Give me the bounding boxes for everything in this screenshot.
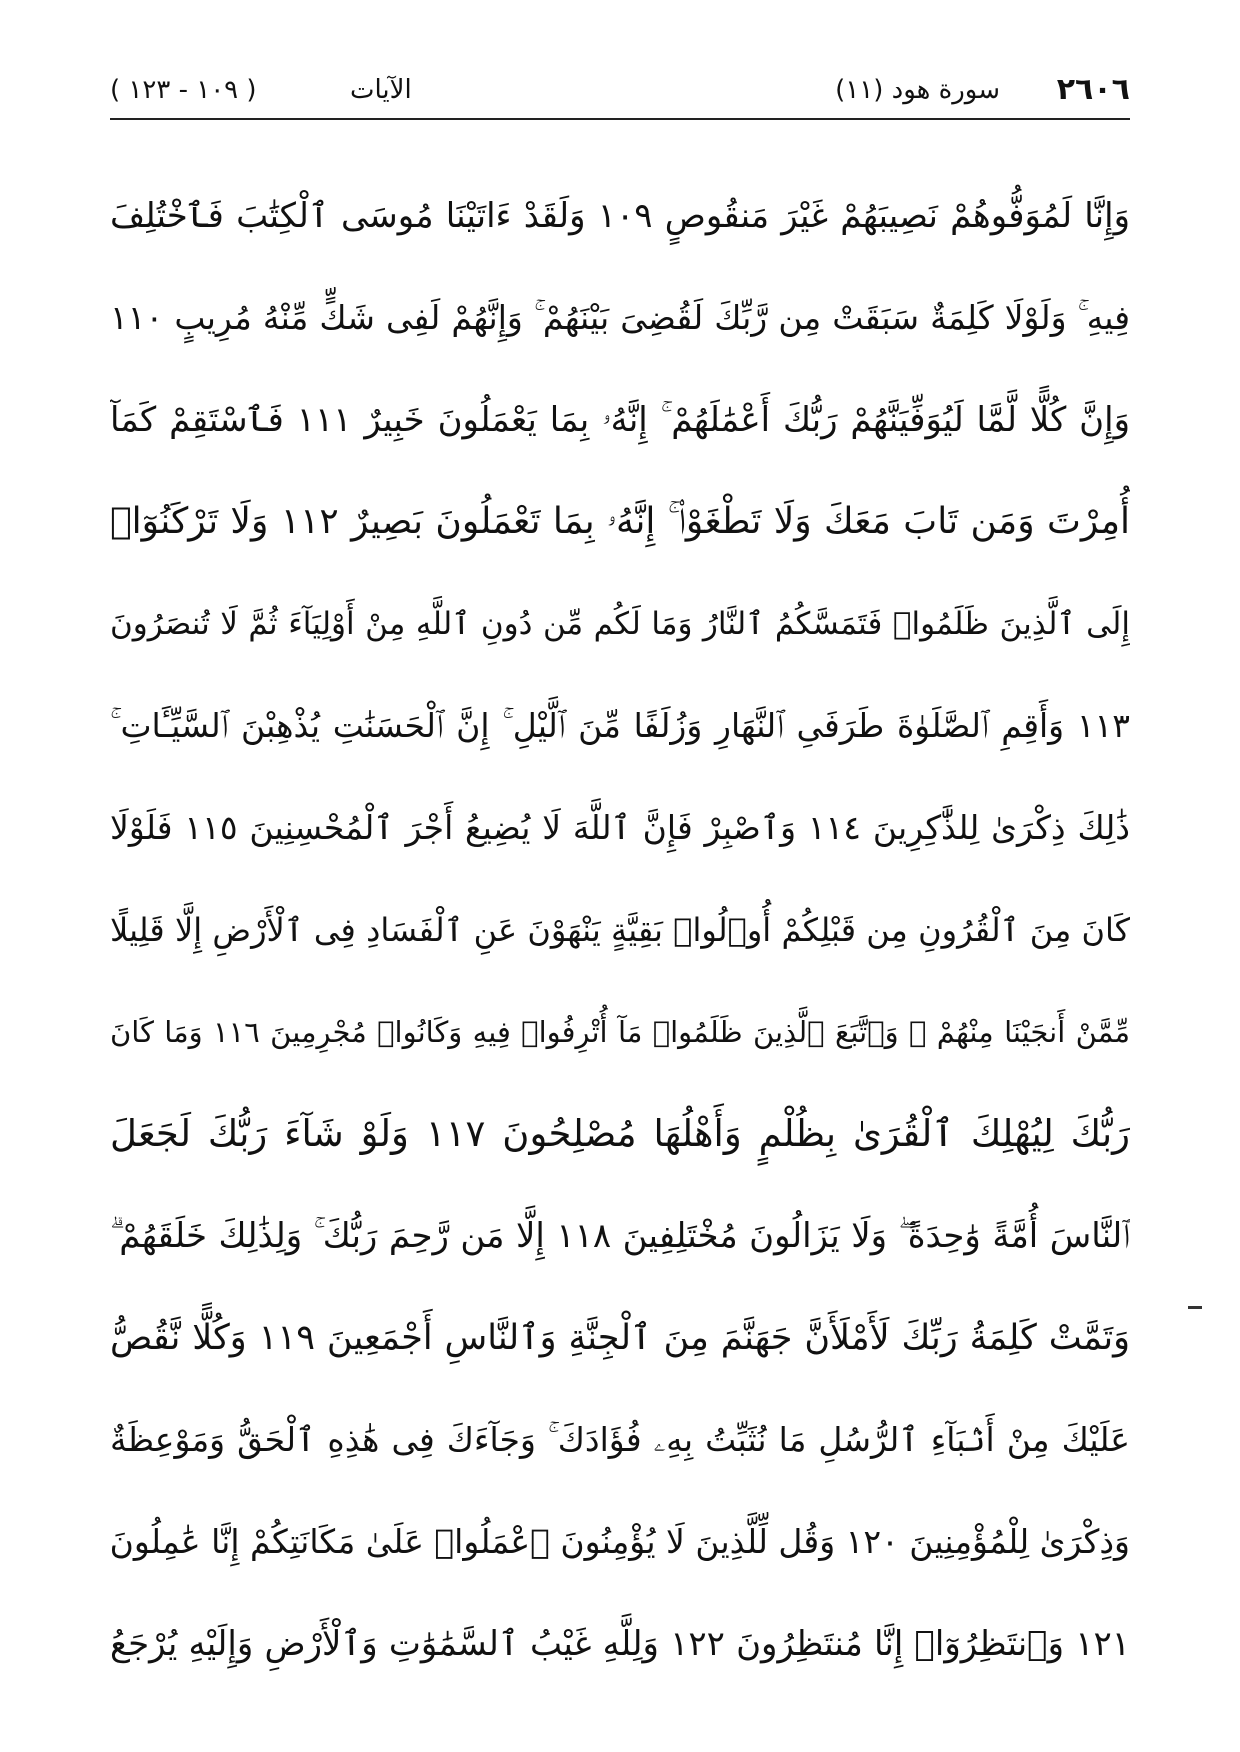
- margin-mark: [1188, 1306, 1202, 1309]
- quran-text-body: [110, 165, 1130, 1695]
- surah-title: (١١) سورة هود: [835, 75, 1000, 105]
- page-number: ٢٦٠٦: [1056, 72, 1130, 107]
- text-line-1: وَإِنَّا لَمُوَفُّوهُمْ نَصِيبَهُمْ غَيْرَ مَنقُوصٍ ١٠٩ وَلَقَدْ ءَاتَيْنَا مُوسَى ٱلْكِتَٰبَ فَٱخْتُلِفَ: [110, 196, 1130, 236]
- text-line-10: رَبُّكَ لِيُهْلِكَ ٱلْقُرَىٰ بِظُلْمٍ وَأَهْلُهَا مُصْلِحُونَ ١١٧ وَلَوْ شَآءَ رَبُّكَ لَجَعَلَ: [110, 1112, 1130, 1155]
- ayat-label: الآيات: [350, 75, 412, 105]
- text-line-14: وَذِكْرَىٰ لِلْمُؤْمِنِينَ ١٢٠ وَقُل لِّلَّذِينَ لَا يُؤْمِنُونَ ٱعْمَلُوا۟ عَلَىٰ مَكَانَتِكُمْ إِنَّا عَٰمِلُونَ: [110, 1522, 1130, 1561]
- text-line-4: أُمِرْتَ وَمَن تَابَ مَعَكَ وَلَا تَطْغَوْا۟ ۚ إِنَّهُۥ بِمَا تَعْمَلُونَ بَصِيرٌ ١١٢ وَلَا تَرْكَنُوٓا۟: [110, 501, 1130, 542]
- text-line-12: وَتَمَّتْ كَلِمَةُ رَبِّكَ لَأَمْلَأَنَّ جَهَنَّمَ مِنَ ٱلْجِنَّةِ وَٱلنَّاسِ أَجْمَعِينَ ١١٩ وَكُلًّا نَّقُصُّ: [110, 1318, 1130, 1358]
- text-line-8: كَانَ مِنَ ٱلْقُرُونِ مِن قَبْلِكُمْ أُو۟لُوا۟ بَقِيَّةٍ يَنْهَوْنَ عَنِ ٱلْفَسَادِ فِى ٱلْأَرْضِ إِلَّا قَلِيلًا: [110, 911, 1130, 949]
- text-line-6: ١١٣ وَأَقِمِ ٱلصَّلَوٰةَ طَرَفَىِ ٱلنَّهَارِ وَزُلَفًا مِّنَ ٱلَّيْلِ ۚ إِنَّ ٱلْحَسَنَٰتِ يُذْهِبْنَ ٱلسَّيِّـَٔاتِ ۚ: [110, 706, 1130, 745]
- text-line-2: فِيهِ ۚ وَلَوْلَا كَلِمَةٌ سَبَقَتْ مِن رَّبِّكَ لَقُضِىَ بَيْنَهُمْ ۚ وَإِنَّهُمْ لَفِى شَكٍّ مِّنْهُ مُرِيبٍ ١١٠: [110, 298, 1130, 337]
- text-line-13: عَلَيْكَ مِنْ أَنۢبَآءِ ٱلرُّسُلِ مَا نُثَبِّتُ بِهِۦ فُؤَادَكَ ۚ وَجَآءَكَ فِى هَٰذِهِ ٱلْحَقُّ وَمَوْعِظَةٌ: [110, 1420, 1130, 1459]
- text-line-11: ٱلنَّاسَ أُمَّةً وَٰحِدَةً ۖ وَلَا يَزَالُونَ مُخْتَلِفِينَ ١١٨ إِلَّا مَن رَّحِمَ رَبُّكَ ۚ وَلِذَٰلِكَ خَلَقَهُمْ ۗ: [110, 1216, 1130, 1256]
- text-line-9: مِّمَّنْ أَنجَيْنَا مِنْهُمْ ۗ وَٱتَّبَعَ ٱلَّذِينَ ظَلَمُوا۟ مَآ أُتْرِفُوا۟ فِيهِ وَكَانُوا۟ مُجْرِمِينَ ١١٦ وَمَا كَانَ: [110, 1015, 1130, 1049]
- header-divider: [110, 118, 1130, 120]
- text-line-15: ١٢١ وَٱنتَظِرُوٓا۟ إِنَّا مُنتَظِرُونَ ١٢٢ وَلِلَّهِ غَيْبُ ٱلسَّمَٰوَٰتِ وَٱلْأَرْضِ وَإِلَيْهِ يُرْجَعُ: [110, 1624, 1130, 1664]
- text-line-3: وَإِنَّ كُلًّا لَّمَّا لَيُوَفِّيَنَّهُمْ رَبُّكَ أَعْمَٰلَهُمْ ۚ إِنَّهُۥ بِمَا يَعْمَلُونَ خَبِيرٌ ١١١ فَٱسْتَقِمْ كَمَآ: [110, 400, 1130, 440]
- ayat-range: ( ١٠٩ - ١٢٣ ): [110, 75, 257, 105]
- text-line-5: إِلَى ٱلَّذِينَ ظَلَمُوا۟ فَتَمَسَّكُمُ ٱلنَّارُ وَمَا لَكُم مِّن دُونِ ٱللَّهِ مِنْ أَوْلِيَآءَ ثُمَّ لَا تُنصَرُونَ: [110, 606, 1130, 642]
- page-header: [110, 70, 1130, 110]
- text-line-7: ذَٰلِكَ ذِكْرَىٰ لِلذَّٰكِرِينَ ١١٤ وَٱصْبِرْ فَإِنَّ ٱللَّهَ لَا يُضِيعُ أَجْرَ ٱلْمُحْسِنِينَ ١١٥ فَلَوْلَا: [110, 808, 1130, 847]
